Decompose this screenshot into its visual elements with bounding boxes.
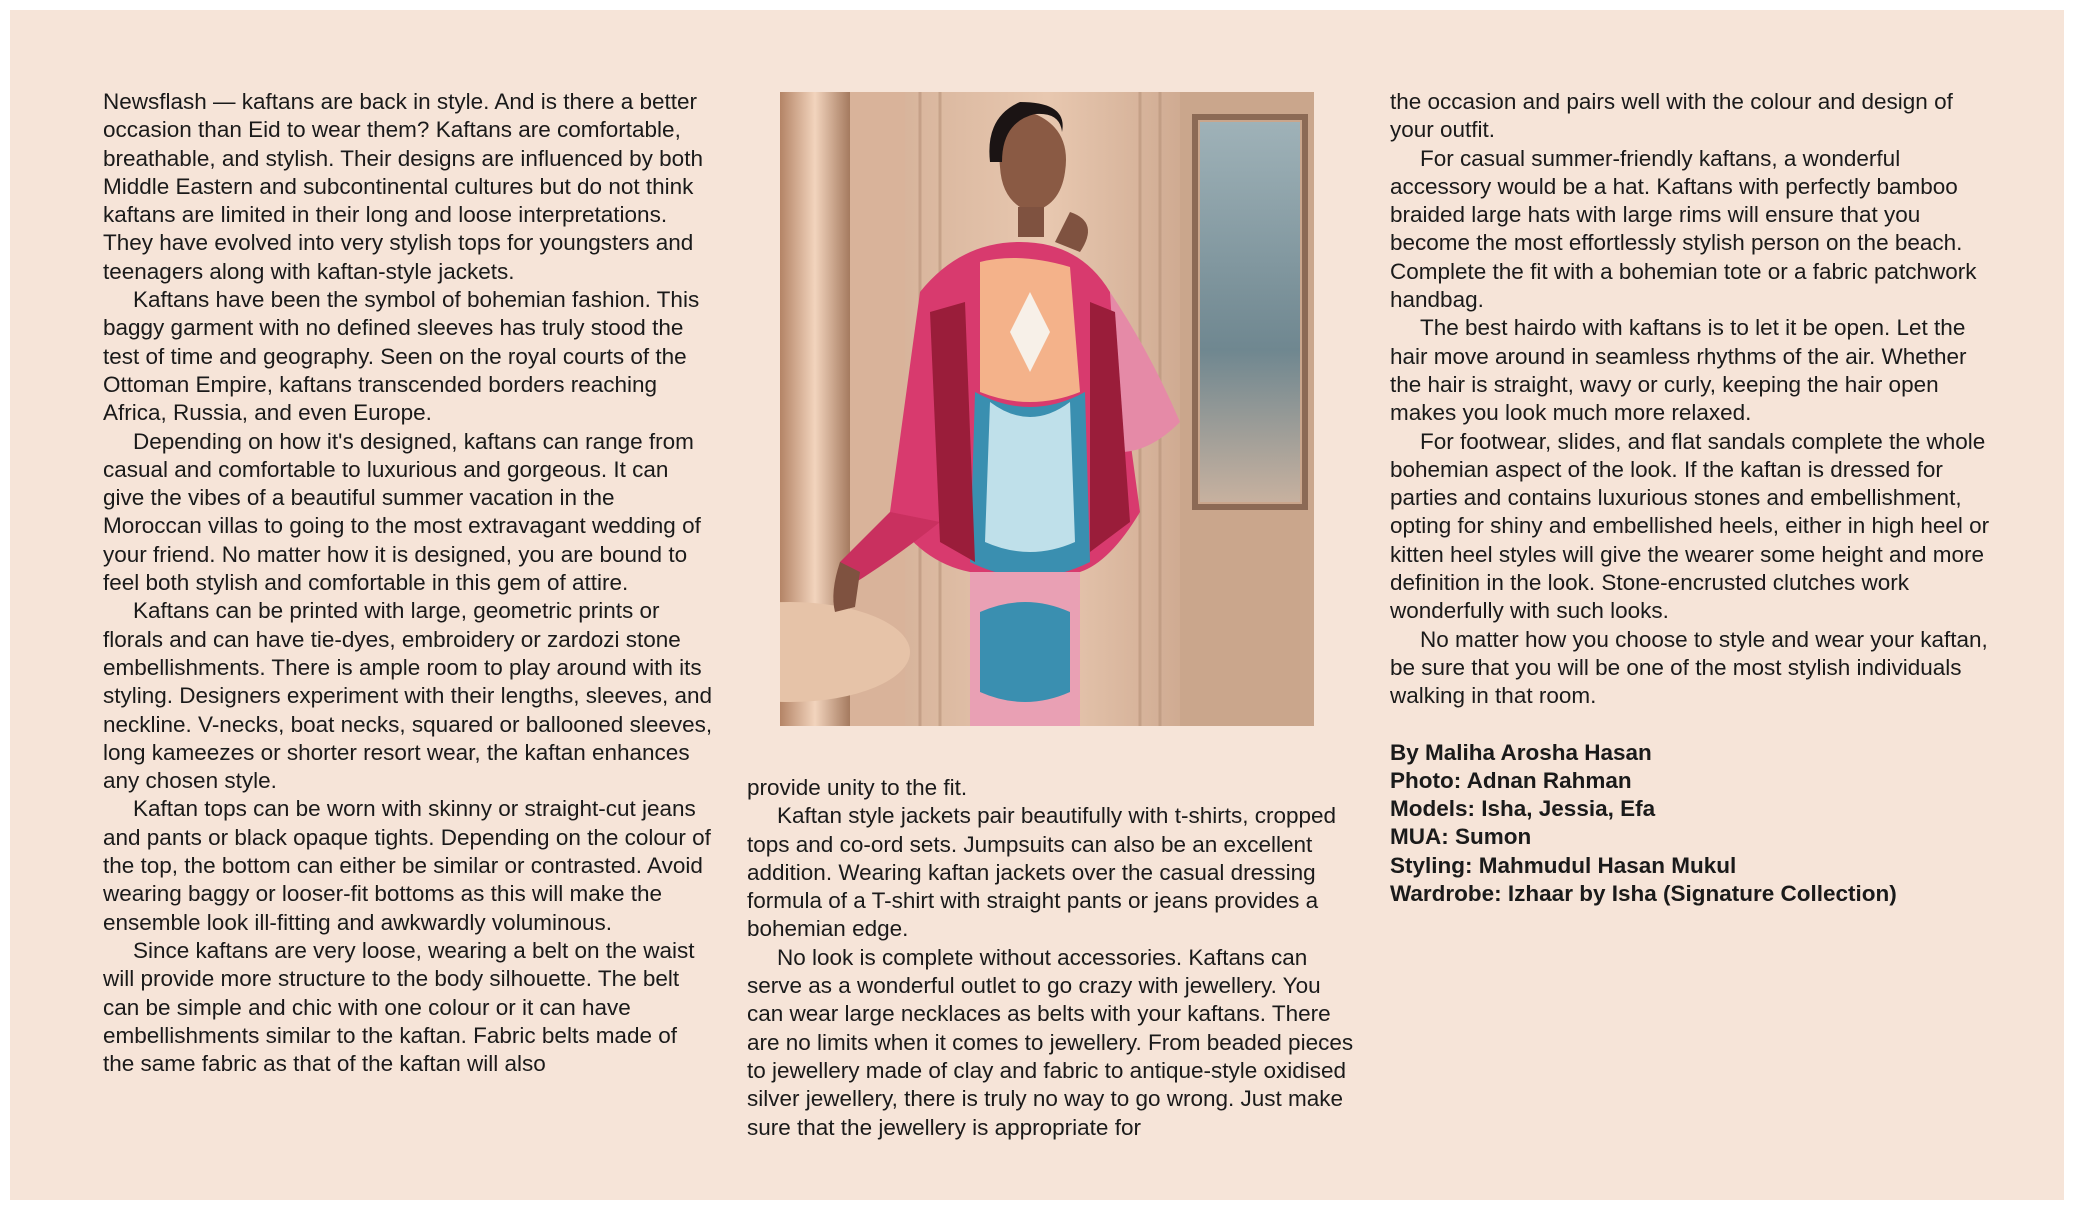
models-credit: Models: Isha, Jessia, Efa	[1390, 796, 1656, 822]
paragraph: Kaftan tops can be worn with skinny or straight-cut jeans and pants or black opaque tights. Depending on the colour of the top, the bottom can either be similar or contrasted. Avoid wearing baggy or looser-fit bottoms as this will make the ensemble look ill-fitting and awkwardly voluminous.	[103, 796, 711, 935]
paragraph: Since kaftans are very loose, wearing a belt on the waist will provide more structure to the body silhouette. The belt can be simple and chic with one colour or it can have embellishments similar to the kaftan. Fabric belts made of the same fabric as that of the kaftan will also	[103, 937, 695, 1077]
paragraph: No matter how you choose to style and wear your kaftan, be sure that you will be one of the most stylish individuals walking in that room.	[1390, 626, 1988, 709]
byline: By Maliha Arosha Hasan	[1390, 739, 1652, 765]
mua-credit: MUA: Sumon	[1390, 824, 1532, 850]
model-photo	[780, 92, 1314, 726]
styling-credit: Styling: Mahmudul Hasan Mukul	[1390, 852, 1737, 878]
paragraph: Kaftan style jackets pair beautifully with t-shirts, cropped tops and co-ord sets. Jumpsuits can also be an excellent addition. Wearing kaftan jackets over the casual dressing formula of a T-shirt with straight pants or jeans provides a bohemian edge.	[747, 803, 1337, 942]
paragraph: Newsflash — kaftans are back in style. And is there a better occasion than Eid to wear them? Kaftans are comfortable, breathable, and stylish. Their designs are influenced by both Middle Eastern and subcontinental cultures but do not think kaftans are limited in their long and loose interpretations. They have evolved into very stylish tops for youngsters and teenagers along with kaftan-style jackets.	[103, 89, 703, 284]
credits-block	[1390, 739, 2000, 909]
photo-credit: Photo: Adnan Rahman	[1390, 767, 1632, 793]
article-column-2	[747, 774, 1357, 1142]
paragraph: Kaftans have been the symbol of bohemian fashion. This baggy garment with no defined sleeves has truly stood the test of time and geography. Seen on the royal courts of the Ottoman Empire, kaftans transcended borders reaching Africa, Russia, and even Europe.	[103, 287, 700, 426]
magazine-page	[10, 10, 2064, 1200]
paragraph: Kaftans can be printed with large, geometric prints or florals and can have tie-dyes, embroidery or zardozi stone embellishments. There is ample room to play around with its styling. Designers experiment with their lengths, sleeves, and neckline. V-necks, boat necks, squared or ballooned sleeves, long kameezes or shorter resort wear, the kaftan enhances any chosen style.	[103, 598, 713, 794]
article-column-3	[1390, 88, 2000, 908]
paragraph: For footwear, slides, and flat sandals complete the whole bohemian aspect of the look. If the kaftan is dressed for parties and contains luxurious stones and embellishment, opting for shiny and embellished heels, either in high heel or kitten heel styles will give the wearer some height and more definition in the look. Stone-encrusted clutches work wonderfully with such looks.	[1390, 428, 1990, 624]
wardrobe-credit: Wardrobe: Izhaar by Isha (Signature Collection)	[1390, 881, 1897, 907]
model-photo-icon	[780, 92, 1314, 726]
paragraph: The best hairdo with kaftans is to let it be open. Let the hair move around in seamless rhythms of the air. Whether the hair is straight, wavy or curly, keeping the hair open makes you look much more relaxed.	[1390, 315, 1967, 426]
paragraph: No look is complete without accessories. Kaftans can serve as a wonderful outlet to go crazy with jewellery. You can wear large necklaces as belts with your kaftans. There are no limits when it comes to jewellery. From beaded pieces to jewellery made of clay and fabric to antique-style oxidised silver jewellery, there is truly no way to go wrong. Just make sure that the jewellery is appropriate for	[747, 944, 1354, 1140]
paragraph: For casual summer-friendly kaftans, a wonderful accessory would be a hat. Kaftans with perfectly bamboo braided large hats with large rims will ensure that you become the most effortlessly stylish person on the beach. Complete the fit with a bohemian tote or a fabric patchwork handbag.	[1390, 145, 1977, 313]
article-column-1	[103, 88, 713, 1078]
paragraph: provide unity to the fit.	[747, 775, 968, 800]
paragraph: the occasion and pairs well with the colour and design of your outfit.	[1390, 89, 1953, 143]
paragraph: Depending on how it's designed, kaftans can range from casual and comfortable to luxurious and gorgeous. It can give the vibes of a beautiful summer vacation in the Moroccan villas to going to the most extravagant wedding of your friend. No matter how it is designed, you are bound to feel both stylish and comfortable in this gem of attire.	[103, 428, 701, 596]
